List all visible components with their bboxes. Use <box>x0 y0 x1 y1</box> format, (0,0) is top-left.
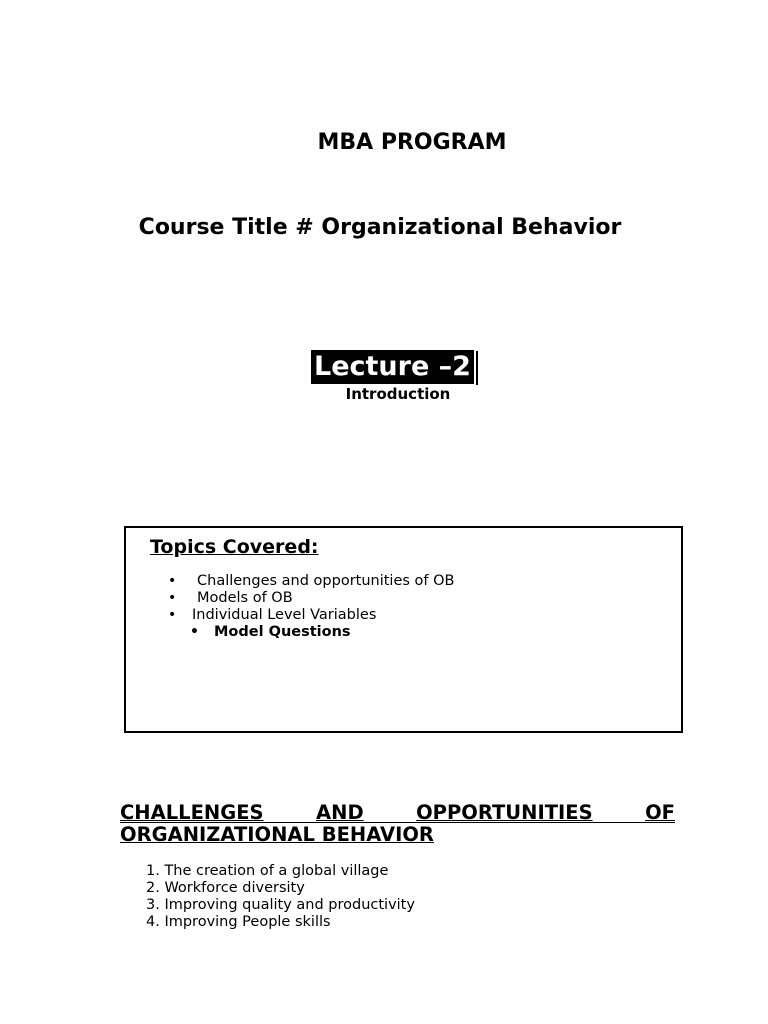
list-item: 1. The creation of a global village <box>146 863 389 879</box>
bullet-icon: • <box>168 607 177 623</box>
topics-heading: Topics Covered: <box>150 536 319 558</box>
topic-item-label: Model Questions <box>214 624 351 640</box>
topic-item <box>168 590 293 607</box>
bullet-icon: • <box>168 590 177 606</box>
list-item: 4. Improving People skills <box>146 914 331 930</box>
lecture-subtitle: Introduction <box>345 385 451 403</box>
topic-item-label: Challenges and opportunities of OB <box>197 573 455 589</box>
section-heading-line-1 <box>120 801 675 823</box>
section-heading <box>120 801 675 846</box>
topic-item <box>168 607 376 624</box>
section-heading-line-2: ORGANIZATIONAL BEHAVIOR <box>120 823 434 846</box>
topic-item <box>168 573 455 590</box>
section-heading-word: OF <box>645 801 675 824</box>
list-item: 3. Improving quality and productivity <box>146 897 415 913</box>
bullet-icon: • <box>168 573 177 589</box>
lecture-title: Lecture –2 <box>311 350 474 384</box>
topic-item-label: Individual Level Variables <box>192 607 377 623</box>
lecture-heading <box>311 350 474 384</box>
topic-item-label: Models of OB <box>197 590 293 606</box>
course-title: Course Title # Organizational Behavior <box>138 215 622 240</box>
topic-item <box>190 624 351 641</box>
topics-box <box>124 526 683 733</box>
list-item: 2. Workforce diversity <box>146 880 305 896</box>
section-heading-word: OPPORTUNITIES <box>416 801 593 824</box>
bullet-icon: • <box>190 624 199 640</box>
text-cursor <box>476 351 478 385</box>
section-heading-word: AND <box>316 801 364 824</box>
program-title: MBA PROGRAM <box>317 130 507 155</box>
section-heading-word: CHALLENGES <box>120 801 264 824</box>
